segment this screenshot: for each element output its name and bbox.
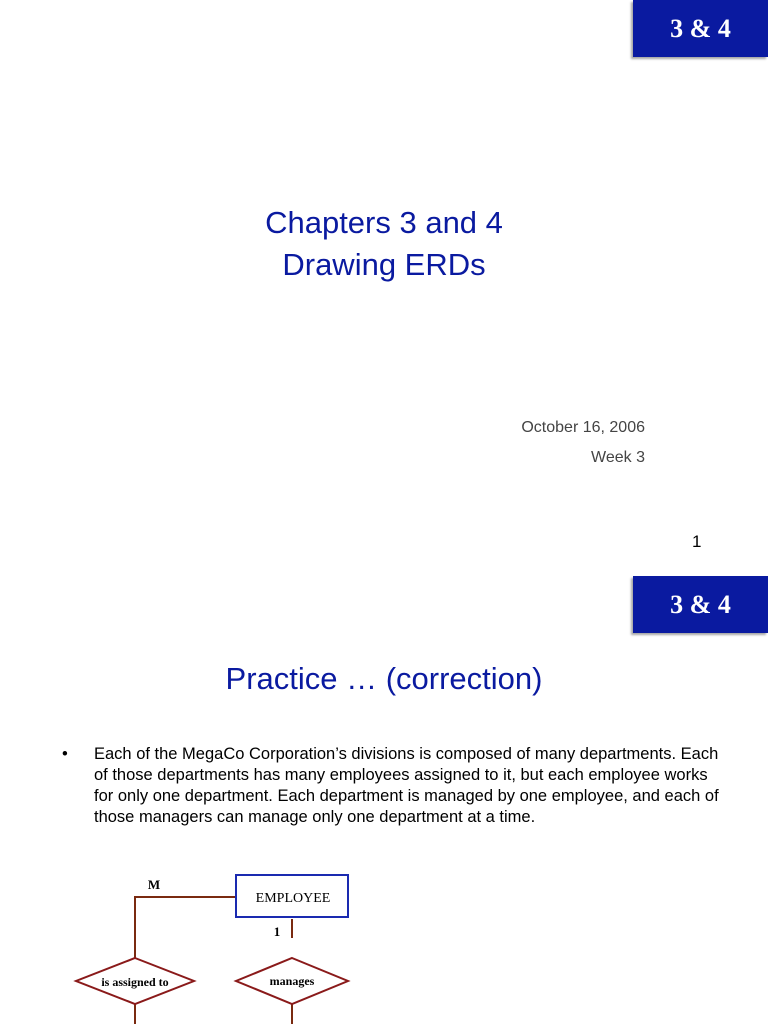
employee-entity-label: EMPLOYEE [255,891,331,906]
cardinality-m: M [147,877,161,892]
slide-title: Practice … (correction) [225,661,543,696]
cardinality-1: 1 [273,924,281,939]
week-text: Week 3 [591,449,645,466]
bullet-item [62,744,722,828]
chapter-badge: 3 & 4 [633,576,768,633]
title-line-2: Drawing ERDs [282,247,486,282]
manages-label: manages [269,974,315,988]
title-line-1: Chapters 3 and 4 [265,205,503,240]
bullet-text: Each of the MegaCo Corporation’s divisions is composed of many departments. Each of those departments has many employees assigned to it, but each employee works for only one department. Each department is managed by one employee, and each of those managers can manage only one department at a time. [94,745,719,826]
chapter-badge: 3 & 4 [633,0,768,57]
bullet-marker: • [62,745,68,763]
is-assigned-to-label: is assigned to [101,975,169,989]
date-text: October 16, 2006 [521,419,645,436]
slide-2 [0,576,768,1024]
connector-assigned [135,897,236,958]
page-number: 1 [692,532,702,551]
slide-title [0,202,768,286]
erd-diagram [0,866,768,1024]
